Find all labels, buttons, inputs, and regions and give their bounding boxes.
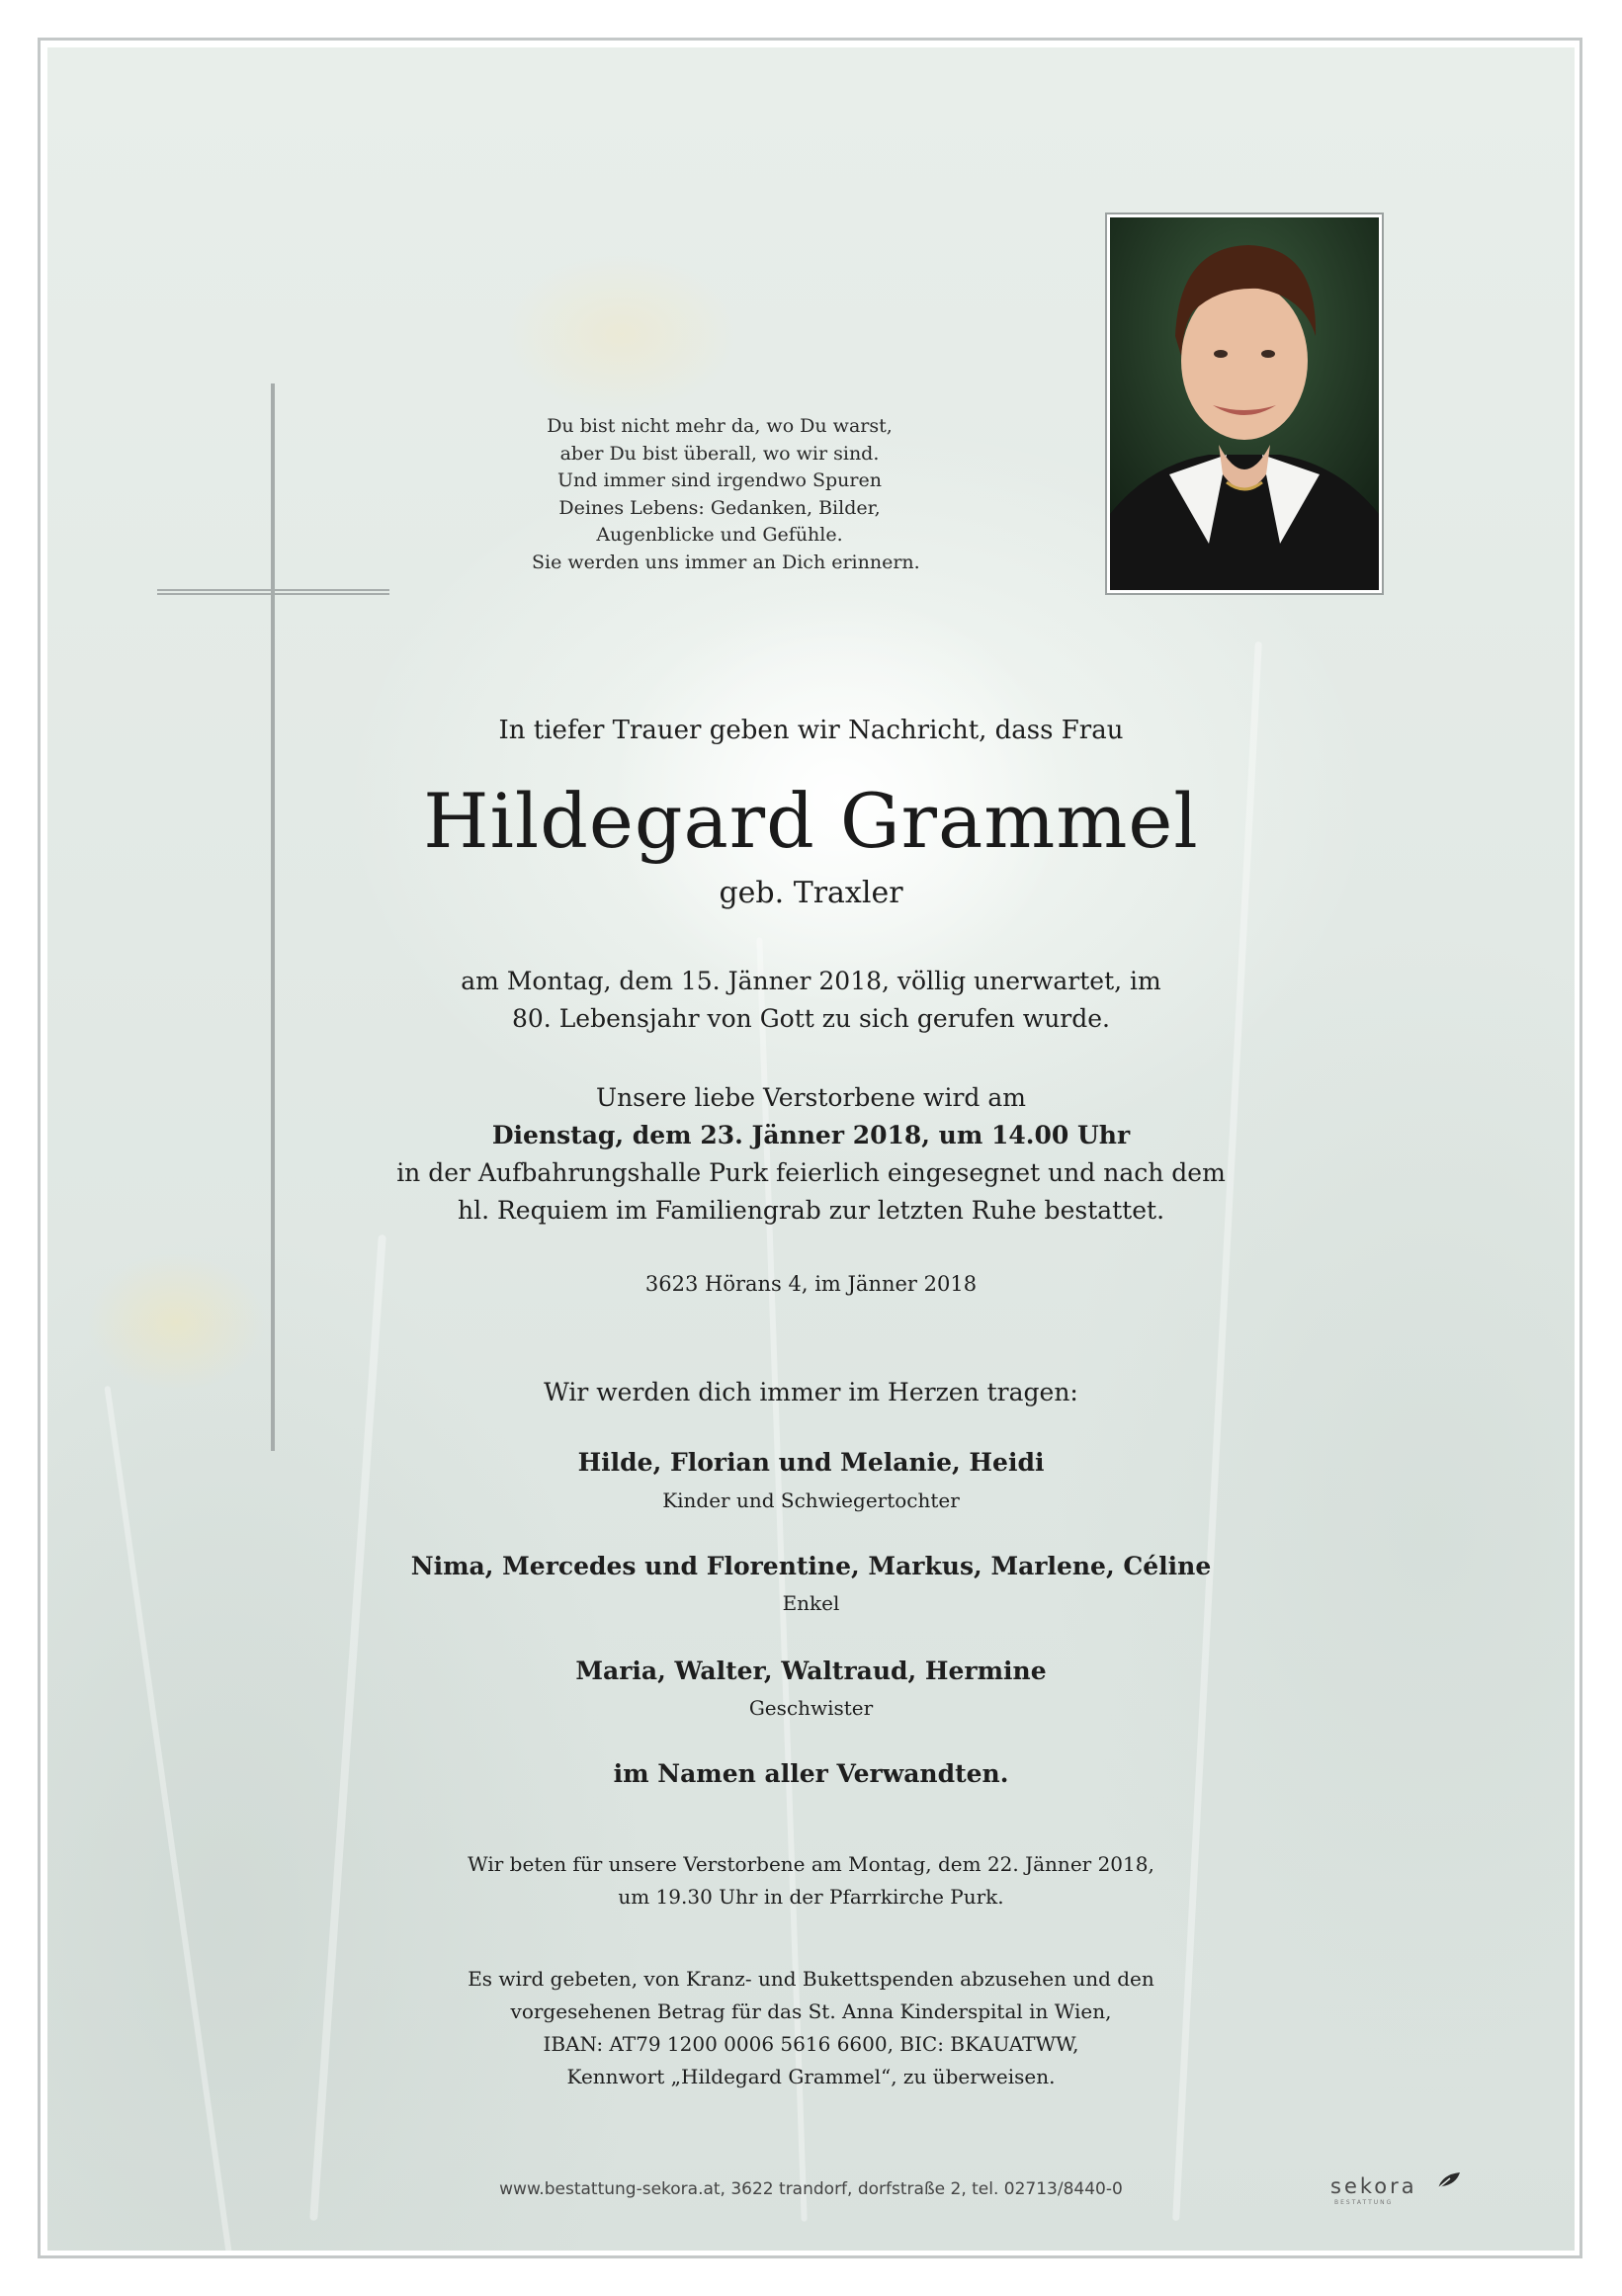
poem-line: Du bist nicht mehr da, wo Du warst, bbox=[547, 415, 893, 437]
logo-text: sekora bbox=[1330, 2174, 1417, 2198]
funeral-line: hl. Requiem im Familiengrab zur letzten Ruhe bestattet. bbox=[457, 1196, 1165, 1225]
mourner-relation: Geschwister bbox=[748, 1696, 874, 1720]
poem-line: Sie werden uns immer an Dich erinnern. bbox=[532, 551, 920, 573]
mourner-relation: Kinder und Schwiegertochter bbox=[662, 1488, 960, 1512]
relatives-closing: im Namen aller Verwandten. bbox=[613, 1759, 1009, 1788]
footer-contact: www.bestattung-sekora.at, 3622 trandorf, dorfstraße 2, tel. 02713/8440-0 bbox=[499, 2179, 1123, 2199]
portrait-photo bbox=[1107, 214, 1382, 593]
deceased-name: Hildegard Grammel bbox=[423, 777, 1199, 865]
memorial-poem bbox=[532, 413, 920, 576]
death-line: 80. Lebensjahr von Gott zu sich gerufen wurde. bbox=[511, 1004, 1110, 1033]
funeral-date-time: Dienstag, dem 23. Jänner 2018, um 14.00 Uhr bbox=[491, 1121, 1131, 1149]
mourners-intro: Wir werden dich immer im Herzen tragen: bbox=[544, 1378, 1078, 1406]
cross-icon-horizontal bbox=[157, 589, 389, 595]
donation-line: IBAN: AT79 1200 0006 5616 6600, BIC: BKAUATWW, bbox=[543, 2032, 1079, 2056]
donation-notice bbox=[47, 1963, 1575, 2093]
leaf-icon bbox=[1436, 2170, 1462, 2190]
donation-line: Kennwort „Hildegard Grammel“, zu überweisen. bbox=[566, 2065, 1056, 2088]
donation-line: vorgesehenen Betrag für das St. Anna Kinderspital in Wien, bbox=[510, 1999, 1112, 2023]
death-notice bbox=[47, 963, 1575, 1038]
death-line: am Montag, dem 15. Jänner 2018, völlig unerwartet, im bbox=[461, 967, 1161, 995]
mourner-names: Hilde, Florian und Melanie, Heidi bbox=[577, 1448, 1045, 1477]
donation-line: Es wird gebeten, von Kranz- und Bukettspenden abzusehen und den bbox=[468, 1967, 1154, 1991]
logo-subtext: BESTATTUNG bbox=[1334, 2199, 1394, 2206]
mourner-names: Nima, Mercedes und Florentine, Markus, Marlene, Céline bbox=[410, 1552, 1212, 1580]
poem-line: aber Du bist überall, wo wir sind. bbox=[559, 442, 880, 465]
announcement-lead: In tiefer Trauer geben wir Nachricht, dass Frau bbox=[498, 716, 1124, 745]
poem-line: Und immer sind irgendwo Spuren bbox=[557, 469, 882, 491]
company-logo bbox=[1330, 2174, 1417, 2206]
prayer-line: um 19.30 Uhr in der Pfarrkirche Purk. bbox=[618, 1885, 1004, 1909]
obituary-card bbox=[47, 47, 1575, 2251]
funeral-line: Unsere liebe Verstorbene wird am bbox=[596, 1083, 1026, 1112]
poem-line: Augenblicke und Gefühle. bbox=[596, 524, 843, 546]
prayer-line: Wir beten für unsere Verstorbene am Montag, dem 22. Jänner 2018, bbox=[468, 1852, 1154, 1876]
mourner-relation: Enkel bbox=[782, 1591, 840, 1615]
place-date: 3623 Hörans 4, im Jänner 2018 bbox=[644, 1272, 978, 1296]
prayer-notice bbox=[47, 1848, 1575, 1913]
mourner-names: Maria, Walter, Waltraud, Hermine bbox=[575, 1657, 1047, 1685]
maiden-name: geb. Traxler bbox=[719, 876, 903, 910]
funeral-details bbox=[47, 1079, 1575, 1230]
poem-line: Deines Lebens: Gedanken, Bilder, bbox=[558, 496, 881, 519]
portrait-image bbox=[1110, 217, 1379, 590]
funeral-line: in der Aufbahrungshalle Purk feierlich eingesegnet und nach dem bbox=[396, 1158, 1226, 1187]
background-stem bbox=[104, 1386, 233, 2251]
